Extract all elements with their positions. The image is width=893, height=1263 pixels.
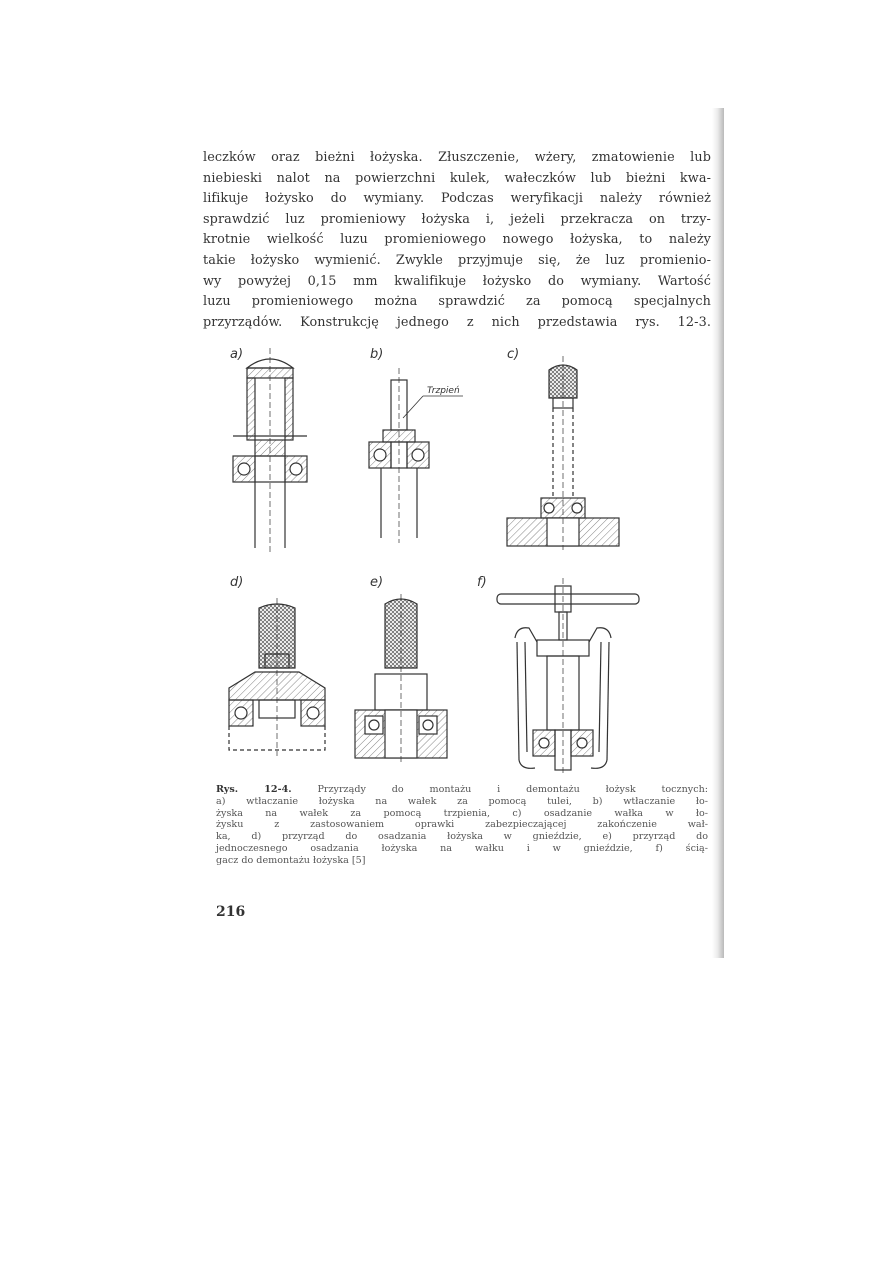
figure-label-d: d) [230, 575, 244, 590]
technical-figure [215, 338, 715, 778]
caption-line: gacz do demontażu łożyska [5] [216, 854, 366, 866]
figure-label-c: c) [507, 347, 520, 362]
body-line: leczków oraz bieżni łożyska. Złuszczenie, wżery, zmatowienie lub [203, 150, 711, 165]
body-paragraph [203, 148, 711, 333]
caption-line: ka, d) przyrząd do osadzania łożyska w gnieździe, e) przyrząd do [216, 831, 708, 843]
caption-line-text: Przyrządy do montażu i demontażu łożysk tocznych: [317, 784, 708, 795]
body-line: wy powyżej 0,15 mm kwalifikuje łożysko do wymiany. Wartość [203, 273, 711, 289]
caption-label: Rys. 12-4. [216, 784, 292, 795]
drawing-c-holder [507, 356, 619, 550]
caption-line: a) wtłaczanie łożyska na wałek za pomocą tulei, b) wtłaczanie ło- [216, 795, 708, 807]
page-number: 216 [216, 904, 246, 920]
caption-line: jednoczesnego osadzania łożyska na wałku i w gnieździe, f) ścią- [216, 842, 708, 854]
caption-line: żyska na wałek za pomocą trzpienia, c) osadzanie wałka w ło- [216, 807, 708, 819]
body-line: krotnie wielkość luzu promieniowego nowego łożyska, to należy [203, 232, 711, 248]
trzpien-label: Trzpień [427, 386, 460, 396]
figure-label-f: f) [477, 575, 487, 590]
figure-caption [216, 784, 708, 867]
figure-label-e: e) [370, 575, 384, 590]
body-line: takie łożysko wymienić. Zwykle przyjmuje się, że luz promienio- [203, 252, 711, 268]
figure-label-a: a) [230, 347, 244, 362]
drawing-f-puller [497, 578, 639, 774]
body-line: przyrządów. Konstrukcję jednego z nich przedstawia rys. 12-3. [203, 314, 711, 330]
body-line: lifikuje łożysko do wymiany. Podczas weryfikacji należy również [203, 191, 711, 207]
caption-line: żysku z zastosowaniem oprawki zabezpieczającej zakończenie wał- [216, 819, 708, 831]
figure-label-b: b) [370, 347, 384, 362]
body-line: niebieski nalot na powierzchni kulek, wałeczków lub bieżni kwa- [203, 170, 711, 186]
body-line: luzu promieniowego można sprawdzić za pomocą specjalnych [203, 294, 711, 310]
caption-line [216, 784, 708, 796]
drawing-d-housing-tool [229, 598, 325, 756]
body-line: sprawdzić luz promieniowy łożyska i, jeżeli przekracza on trzy- [203, 211, 711, 227]
drawing-a-sleeve [233, 348, 307, 553]
drawing-e-combined [355, 594, 447, 762]
